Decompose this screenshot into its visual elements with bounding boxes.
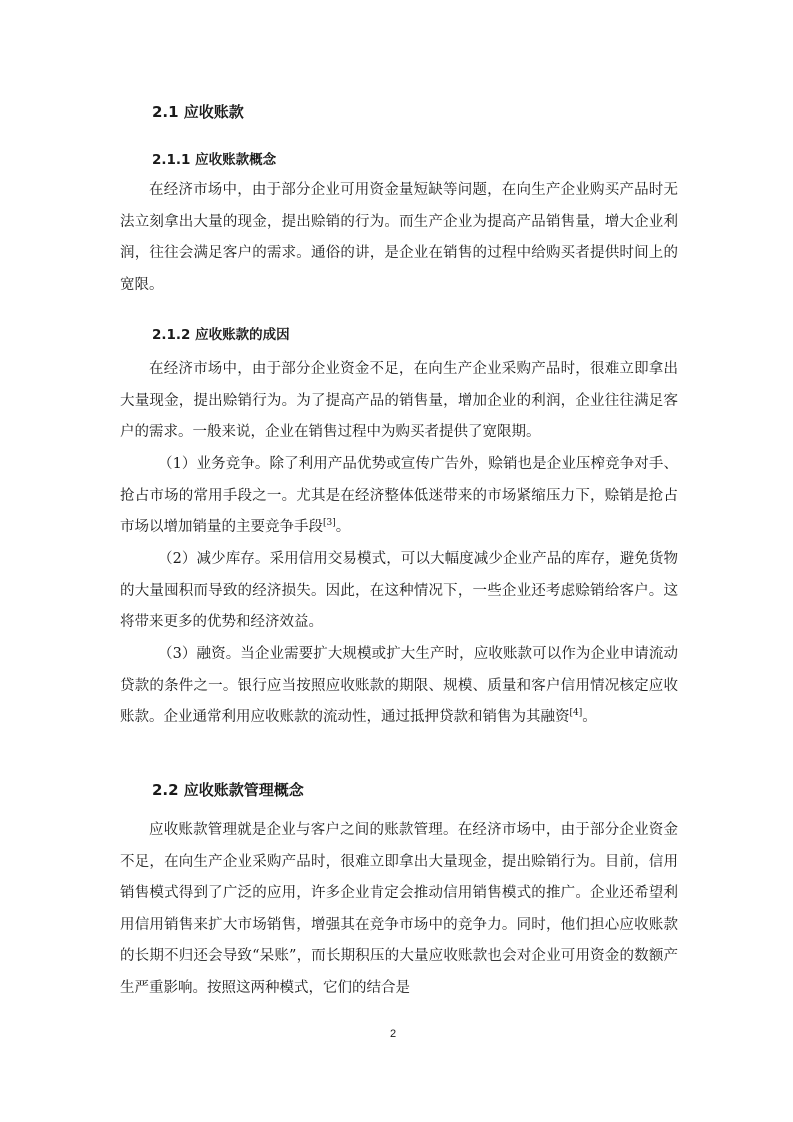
list-item-competition: [120, 449, 678, 544]
section-heading-2-1-1: 2.1.1 应收账款概念: [152, 152, 277, 168]
list-item-financing: [120, 639, 678, 734]
list-item-text: [120, 449, 678, 544]
list-item-end: 。: [335, 519, 351, 535]
list-item-inventory: [120, 544, 678, 639]
list-item-end: 。: [582, 709, 597, 725]
section-heading-2-2: 2.2 应收账款管理概念: [152, 781, 304, 799]
page-number: 2: [390, 1028, 397, 1040]
list-item-body: （3）融资。当企业需要扩大规模或扩大生产时，应收账款可以作为企业申请流动贷款的条件之一。银行应当按照应收账款的期限、规模、质量和客户信用情况核定应收账款。企业通常利用应收账款的流动性，通过抵押贷款和销售为其融资: [120, 646, 678, 725]
section-heading-2-1: 2.1 应收账款: [152, 103, 244, 121]
citation-ref: [3]: [323, 518, 336, 528]
list-item-text: [120, 639, 678, 734]
list-item-body: （1）业务竞争。除了利用产品优势或宣传广告外，赊销也是企业压榨竞争对手、抢占市场的常用手段之一。尤其是在经济整体低迷带来的市场紧缩压力下，赊销是抢占市场以增加销量的主要竞争手段: [120, 456, 678, 535]
paragraph-text: 应收账款管理就是企业与客户之间的账款管理。在经济市场中，由于部分企业资金不足，在向生产企业采购产品时，很难立即拿出大量现金，提出赊销行为。目前，信用销售模式得到了广泛的应用，许多企业肯定会推动信用销售模式的推广。企业还希望利用信用销售来扩大市场销售，增强其在竞争市场中的竞争力。同时，他们担心应收账款的长期不归还会导致“呆账”，而长期积压的大量应收账款也会对企业可用资金的数额产生严重影响。按照这两种模式，它们的结合是: [120, 822, 678, 996]
paragraph-text: 在经济市场中，由于部分企业可用资金量短缺等问题，在向生产企业购买产品时无法立刻拿出大量的现金，提出赊销的行为。而生产企业为提高产品销售量，增大企业利润，往往会满足客户的需求。通俗的讲，是企业在销售的过程中给购买者提供时间上的宽限。: [120, 182, 678, 293]
section-heading-2-1-2: 2.1.2 应收账款的成因: [152, 327, 290, 343]
paragraph-management: [120, 815, 678, 1004]
list-item-text: （2）减少库存。采用信用交易模式，可以大幅度减少企业产品的库存，避免货物的大量囤积而导致的经济损失。因此，在这种情况下，一些企业还考虑赊销给客户。这将带来更多的优势和经济效益。: [120, 551, 678, 630]
paragraph-concept: [120, 175, 678, 301]
paragraph-causes: [120, 354, 678, 449]
citation-ref: [4]: [569, 708, 583, 718]
paragraph-text: 在经济市场中，由于部分企业资金不足，在向生产企业采购产品时，很难立即拿出大量现金，提出赊销行为。为了提高产品的销售量，增加企业的利润，企业往往满足客户的需求。一般来说，企业在销售过程中为购买者提供了宽限期。: [120, 361, 678, 440]
